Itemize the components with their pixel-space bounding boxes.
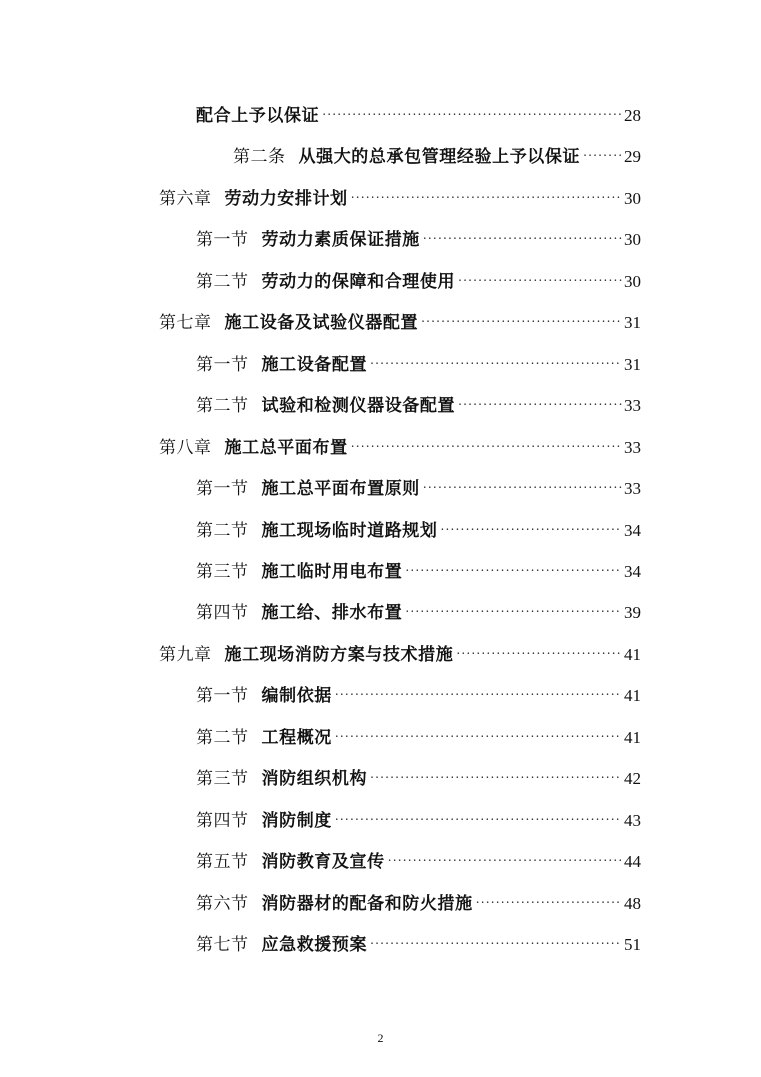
toc-entry-page-number: 28 xyxy=(624,106,641,125)
toc-entry-title: 消防教育及宣传 xyxy=(261,852,385,872)
toc-entry-title: 施工给、排水布置 xyxy=(261,603,403,623)
dot-leader xyxy=(335,677,622,701)
toc-entry-title: 应急救援预案 xyxy=(261,935,368,955)
toc-entry-label: 第五节 xyxy=(196,852,249,872)
toc-section-entry[interactable] xyxy=(196,97,641,126)
toc-entry-title: 施工设备及试验仪器配置 xyxy=(224,313,419,333)
dot-leader xyxy=(351,429,622,453)
toc-entry-label: 第三节 xyxy=(196,769,249,789)
toc-entry-label: 第一节 xyxy=(196,230,249,250)
toc-entry-title: 消防组织机构 xyxy=(261,769,368,789)
dot-leader xyxy=(476,885,622,909)
toc-section-entry[interactable] xyxy=(196,221,641,250)
dot-leader xyxy=(370,926,622,950)
dot-leader xyxy=(351,180,622,204)
dot-leader xyxy=(335,719,622,743)
dot-leader xyxy=(441,512,623,536)
dot-leader xyxy=(456,636,622,660)
dot-leader xyxy=(423,221,622,245)
toc-entry-page-number: 30 xyxy=(624,189,641,208)
dot-leader xyxy=(405,553,622,577)
toc-entry-title: 施工现场消防方案与技术措施 xyxy=(224,645,454,665)
toc-entry-label: 第七节 xyxy=(196,935,249,955)
toc-entry-title: 从强大的总承包管理经验上予以保证 xyxy=(298,147,581,167)
dot-leader xyxy=(405,594,622,618)
toc-entry-page-number: 34 xyxy=(624,521,641,540)
toc-entry-page-number: 30 xyxy=(624,230,641,249)
toc-section-entry[interactable] xyxy=(196,843,641,872)
toc-chapter-entry[interactable] xyxy=(159,304,641,333)
toc-entry-page-number: 43 xyxy=(624,811,641,830)
toc-section-entry[interactable] xyxy=(196,719,641,748)
toc-entry-page-number: 48 xyxy=(624,894,641,913)
toc-entry-label: 第一节 xyxy=(196,479,249,499)
toc-entry-title: 编制依据 xyxy=(261,686,332,706)
dot-leader xyxy=(458,387,622,411)
toc-entry-label: 第六节 xyxy=(196,894,249,914)
toc-section-entry[interactable] xyxy=(196,387,641,416)
toc-section-entry[interactable] xyxy=(196,263,641,292)
toc-chapter-entry[interactable] xyxy=(159,636,641,665)
toc-entry-page-number: 42 xyxy=(624,769,641,788)
toc-entry-title: 施工设备配置 xyxy=(261,355,368,375)
dot-leader xyxy=(335,802,622,826)
toc-section-entry[interactable] xyxy=(196,512,641,541)
toc-section-entry[interactable] xyxy=(196,346,641,375)
toc-chapter-entry[interactable] xyxy=(159,429,641,458)
toc-chapter-entry[interactable] xyxy=(159,180,641,209)
dot-leader xyxy=(370,760,622,784)
dot-leader xyxy=(421,304,622,328)
toc-section-entry[interactable] xyxy=(196,470,641,499)
toc-section-entry[interactable] xyxy=(196,553,641,582)
toc-entry-label: 第一节 xyxy=(196,686,249,706)
toc-entry-title: 施工总平面布置原则 xyxy=(261,479,420,499)
toc-entry-title: 配合上予以保证 xyxy=(196,106,320,126)
toc-entry-title: 施工临时用电布置 xyxy=(261,562,403,582)
toc-entry-page-number: 41 xyxy=(624,728,641,747)
toc-entry-label: 第二节 xyxy=(196,728,249,748)
dot-leader xyxy=(458,263,622,287)
toc-article-entry[interactable] xyxy=(233,138,641,167)
toc-entry-title: 试验和检测仪器设备配置 xyxy=(261,396,456,416)
toc-entry-page-number: 31 xyxy=(624,355,641,374)
toc-entry-title: 劳动力的保障和合理使用 xyxy=(261,272,456,292)
toc-entry-label: 第九章 xyxy=(159,645,212,665)
toc-entry-title: 施工总平面布置 xyxy=(224,438,348,458)
toc-entry-page-number: 41 xyxy=(624,686,641,705)
toc-section-entry[interactable] xyxy=(196,926,641,955)
toc-entry-label: 第一节 xyxy=(196,355,249,375)
toc-section-entry[interactable] xyxy=(196,677,641,706)
toc-entry-title: 施工现场临时道路规划 xyxy=(261,521,438,541)
toc-entry-label: 第六章 xyxy=(159,189,212,209)
toc-entry-page-number: 33 xyxy=(624,396,641,415)
toc-entry-page-number: 31 xyxy=(624,313,641,332)
toc-entry-page-number: 33 xyxy=(624,479,641,498)
toc-entry-label: 第四节 xyxy=(196,811,249,831)
toc-entry-label: 第二条 xyxy=(233,147,286,167)
toc-section-entry[interactable] xyxy=(196,885,641,914)
toc-entry-page-number: 33 xyxy=(624,438,641,457)
toc-entry-title: 劳动力素质保证措施 xyxy=(261,230,420,250)
toc-entry-title: 消防制度 xyxy=(261,811,332,831)
toc-entry-title: 劳动力安排计划 xyxy=(224,189,348,209)
toc-entry-label: 第二节 xyxy=(196,272,249,292)
dot-leader xyxy=(583,138,622,162)
toc-entry-label: 第八章 xyxy=(159,438,212,458)
toc-entry-title: 工程概况 xyxy=(261,728,332,748)
toc-entry-page-number: 44 xyxy=(624,852,641,871)
toc-entry-label: 第二节 xyxy=(196,396,249,416)
toc-entry-title: 消防器材的配备和防火措施 xyxy=(261,894,473,914)
toc-section-entry[interactable] xyxy=(196,760,641,789)
toc-entry-page-number: 30 xyxy=(624,272,641,291)
toc-entry-label: 第三节 xyxy=(196,562,249,582)
page-number-footer: 2 xyxy=(377,1031,384,1045)
toc-entry-page-number: 51 xyxy=(624,935,641,954)
dot-leader xyxy=(388,843,622,867)
toc-section-entry[interactable] xyxy=(196,594,641,623)
toc-entry-label: 第二节 xyxy=(196,521,249,541)
toc-entry-page-number: 34 xyxy=(624,562,641,581)
toc-entry-page-number: 39 xyxy=(624,603,641,622)
toc-section-entry[interactable] xyxy=(196,802,641,831)
toc-entry-label: 第七章 xyxy=(159,313,212,333)
toc-entry-label: 第四节 xyxy=(196,603,249,623)
dot-leader xyxy=(370,346,622,370)
toc-entry-page-number: 41 xyxy=(624,645,641,664)
toc-entry-page-number: 29 xyxy=(624,147,641,166)
dot-leader xyxy=(423,470,622,494)
dot-leader xyxy=(322,97,622,121)
